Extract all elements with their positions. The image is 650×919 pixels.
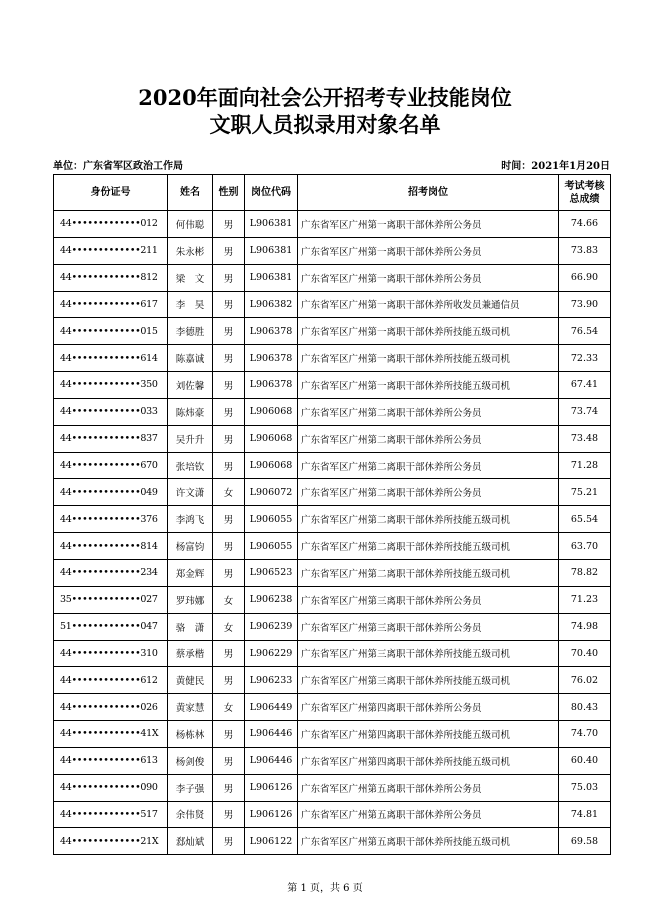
cell-position: 广东省军区广州第二离职干部休养所技能五级司机 bbox=[298, 559, 559, 586]
cell-name: 朱永彬 bbox=[168, 237, 213, 264]
date-label: 时间：2021年1月20日 bbox=[501, 161, 610, 172]
cell-score: 73.48 bbox=[559, 425, 611, 452]
cell-score: 73.83 bbox=[559, 237, 611, 264]
cell-id: 35•••••••••••••027 bbox=[54, 586, 168, 613]
cell-score: 73.90 bbox=[559, 291, 611, 318]
cell-name: 李 昊 bbox=[168, 291, 213, 318]
document-title-line1: 2020年面向社会公开招考专业技能岗位 bbox=[138, 85, 512, 110]
cell-code: L906446 bbox=[245, 747, 298, 774]
cell-code: L906449 bbox=[245, 694, 298, 721]
cell-code: L906072 bbox=[245, 479, 298, 506]
cell-gender: 男 bbox=[213, 667, 245, 694]
cell-position: 广东省军区广州第三离职干部休养所公务员 bbox=[298, 613, 559, 640]
table-row bbox=[54, 506, 611, 533]
cell-name: 罗玮娜 bbox=[168, 586, 213, 613]
cell-position: 广东省军区广州第一离职干部休养所技能五级司机 bbox=[298, 345, 559, 372]
header-id: 身份证号 bbox=[54, 175, 168, 211]
cell-gender: 男 bbox=[213, 211, 245, 238]
cell-id: 44•••••••••••••310 bbox=[54, 640, 168, 667]
cell-code: L906055 bbox=[245, 506, 298, 533]
cell-code: L906378 bbox=[245, 318, 298, 345]
cell-position: 广东省军区广州第四离职干部休养所公务员 bbox=[298, 694, 559, 721]
cell-position: 广东省军区广州第一离职干部休养所公务员 bbox=[298, 264, 559, 291]
cell-score: 69.58 bbox=[559, 828, 611, 855]
cell-id: 44•••••••••••••015 bbox=[54, 318, 168, 345]
cell-id: 44•••••••••••••211 bbox=[54, 237, 168, 264]
table-row bbox=[54, 559, 611, 586]
table-body bbox=[54, 211, 611, 855]
cell-id: 44•••••••••••••670 bbox=[54, 452, 168, 479]
cell-name: 李子强 bbox=[168, 774, 213, 801]
cell-position: 广东省军区广州第一离职干部休养所技能五级司机 bbox=[298, 372, 559, 399]
cell-code: L906055 bbox=[245, 533, 298, 560]
table-row bbox=[54, 237, 611, 264]
cell-gender: 男 bbox=[213, 318, 245, 345]
cell-id: 44•••••••••••••012 bbox=[54, 211, 168, 238]
cell-name: 梁 文 bbox=[168, 264, 213, 291]
cell-name: 杨剑俊 bbox=[168, 747, 213, 774]
cell-position: 广东省军区广州第四离职干部休养所技能五级司机 bbox=[298, 721, 559, 748]
candidate-table bbox=[53, 174, 611, 855]
cell-name: 余伟贤 bbox=[168, 801, 213, 828]
cell-name: 杨栋林 bbox=[168, 721, 213, 748]
table-row bbox=[54, 452, 611, 479]
cell-score: 74.98 bbox=[559, 613, 611, 640]
cell-gender: 男 bbox=[213, 372, 245, 399]
cell-code: L906446 bbox=[245, 721, 298, 748]
cell-id: 44•••••••••••••612 bbox=[54, 667, 168, 694]
cell-position: 广东省军区广州第五离职干部休养所公务员 bbox=[298, 774, 559, 801]
cell-name: 黄家慧 bbox=[168, 694, 213, 721]
cell-code: L906068 bbox=[245, 452, 298, 479]
document-title-line2: 文职人员拟录用对象名单 bbox=[209, 112, 441, 137]
cell-id: 44•••••••••••••517 bbox=[54, 801, 168, 828]
cell-position: 广东省军区广州第五离职干部休养所技能五级司机 bbox=[298, 828, 559, 855]
cell-id: 44•••••••••••••814 bbox=[54, 533, 168, 560]
header-name: 姓名 bbox=[168, 175, 213, 211]
table-row bbox=[54, 801, 611, 828]
cell-code: L906126 bbox=[245, 774, 298, 801]
cell-code: L906068 bbox=[245, 398, 298, 425]
cell-score: 74.70 bbox=[559, 721, 611, 748]
cell-name: 郄灿斌 bbox=[168, 828, 213, 855]
table-row bbox=[54, 586, 611, 613]
cell-name: 黄健民 bbox=[168, 667, 213, 694]
cell-name: 陈炜豪 bbox=[168, 398, 213, 425]
cell-score: 74.81 bbox=[559, 801, 611, 828]
table-row bbox=[54, 721, 611, 748]
cell-position: 广东省军区广州第三离职干部休养所公务员 bbox=[298, 586, 559, 613]
cell-gender: 男 bbox=[213, 774, 245, 801]
cell-gender: 男 bbox=[213, 237, 245, 264]
unit-label: 单位：广东省军区政治工作局 bbox=[53, 161, 183, 172]
table-row bbox=[54, 479, 611, 506]
cell-gender: 女 bbox=[213, 694, 245, 721]
table-row bbox=[54, 774, 611, 801]
cell-score: 63.70 bbox=[559, 533, 611, 560]
cell-gender: 男 bbox=[213, 506, 245, 533]
cell-code: L906381 bbox=[245, 211, 298, 238]
cell-id: 44•••••••••••••41X bbox=[54, 721, 168, 748]
cell-score: 80.43 bbox=[559, 694, 611, 721]
cell-name: 刘佐馨 bbox=[168, 372, 213, 399]
cell-name: 郑金辉 bbox=[168, 559, 213, 586]
table-row bbox=[54, 318, 611, 345]
header-code: 岗位代码 bbox=[245, 175, 298, 211]
cell-score: 74.66 bbox=[559, 211, 611, 238]
cell-code: L906523 bbox=[245, 559, 298, 586]
cell-score: 75.21 bbox=[559, 479, 611, 506]
cell-score: 65.54 bbox=[559, 506, 611, 533]
cell-id: 44•••••••••••••837 bbox=[54, 425, 168, 452]
cell-gender: 男 bbox=[213, 345, 245, 372]
cell-position: 广东省军区广州第二离职干部休养所公务员 bbox=[298, 425, 559, 452]
cell-id: 44•••••••••••••812 bbox=[54, 264, 168, 291]
table-row bbox=[54, 398, 611, 425]
cell-name: 蔡承楷 bbox=[168, 640, 213, 667]
table-row bbox=[54, 694, 611, 721]
cell-name: 李鸿飞 bbox=[168, 506, 213, 533]
cell-id: 44•••••••••••••350 bbox=[54, 372, 168, 399]
table-row bbox=[54, 291, 611, 318]
cell-score: 73.74 bbox=[559, 398, 611, 425]
table-row bbox=[54, 667, 611, 694]
cell-score: 60.40 bbox=[559, 747, 611, 774]
cell-name: 杨富钧 bbox=[168, 533, 213, 560]
cell-name: 何伟聪 bbox=[168, 211, 213, 238]
cell-code: L906378 bbox=[245, 345, 298, 372]
cell-gender: 男 bbox=[213, 398, 245, 425]
cell-name: 陈嘉诚 bbox=[168, 345, 213, 372]
cell-position: 广东省军区广州第二离职干部休养所技能五级司机 bbox=[298, 533, 559, 560]
cell-gender: 男 bbox=[213, 559, 245, 586]
header-score bbox=[559, 175, 611, 211]
cell-id: 44•••••••••••••614 bbox=[54, 345, 168, 372]
cell-gender: 男 bbox=[213, 264, 245, 291]
cell-code: L906238 bbox=[245, 586, 298, 613]
cell-score: 66.90 bbox=[559, 264, 611, 291]
table-row bbox=[54, 828, 611, 855]
cell-gender: 男 bbox=[213, 452, 245, 479]
cell-gender: 女 bbox=[213, 586, 245, 613]
cell-gender: 女 bbox=[213, 479, 245, 506]
cell-id: 44•••••••••••••21X bbox=[54, 828, 168, 855]
cell-code: L906382 bbox=[245, 291, 298, 318]
cell-gender: 男 bbox=[213, 640, 245, 667]
cell-id: 44•••••••••••••033 bbox=[54, 398, 168, 425]
cell-gender: 男 bbox=[213, 747, 245, 774]
cell-gender: 男 bbox=[213, 721, 245, 748]
cell-code: L906378 bbox=[245, 372, 298, 399]
cell-position: 广东省军区广州第二离职干部休养所公务员 bbox=[298, 479, 559, 506]
cell-position: 广东省军区广州第一离职干部休养所技能五级司机 bbox=[298, 318, 559, 345]
cell-code: L906381 bbox=[245, 264, 298, 291]
cell-score: 76.02 bbox=[559, 667, 611, 694]
cell-position: 广东省军区广州第一离职干部休养所公务员 bbox=[298, 211, 559, 238]
table-header-row bbox=[54, 175, 611, 211]
table-row bbox=[54, 640, 611, 667]
header-score-line2: 总成绩 bbox=[569, 193, 600, 205]
table-row bbox=[54, 211, 611, 238]
header-score-line1: 考试考核 bbox=[564, 180, 605, 192]
cell-code: L906381 bbox=[245, 237, 298, 264]
cell-position: 广东省军区广州第三离职干部休养所技能五级司机 bbox=[298, 667, 559, 694]
cell-id: 51•••••••••••••047 bbox=[54, 613, 168, 640]
cell-position: 广东省军区广州第二离职干部休养所公务员 bbox=[298, 398, 559, 425]
table-row bbox=[54, 264, 611, 291]
cell-name: 李德胜 bbox=[168, 318, 213, 345]
cell-code: L906239 bbox=[245, 613, 298, 640]
table-row bbox=[54, 425, 611, 452]
cell-code: L906229 bbox=[245, 640, 298, 667]
table-row bbox=[54, 372, 611, 399]
cell-id: 44•••••••••••••090 bbox=[54, 774, 168, 801]
cell-code: L906122 bbox=[245, 828, 298, 855]
cell-gender: 男 bbox=[213, 801, 245, 828]
table-row bbox=[54, 613, 611, 640]
cell-id: 44•••••••••••••376 bbox=[54, 506, 168, 533]
cell-gender: 男 bbox=[213, 828, 245, 855]
cell-gender: 女 bbox=[213, 613, 245, 640]
cell-name: 骆 潇 bbox=[168, 613, 213, 640]
cell-code: L906233 bbox=[245, 667, 298, 694]
header-position: 招考岗位 bbox=[298, 175, 559, 211]
cell-score: 67.41 bbox=[559, 372, 611, 399]
cell-name: 吴升升 bbox=[168, 425, 213, 452]
table-row bbox=[54, 533, 611, 560]
cell-position: 广东省军区广州第二离职干部休养所技能五级司机 bbox=[298, 506, 559, 533]
cell-score: 78.82 bbox=[559, 559, 611, 586]
cell-score: 70.40 bbox=[559, 640, 611, 667]
cell-id: 44•••••••••••••617 bbox=[54, 291, 168, 318]
page-footer: 第 1 页，共 6 页 bbox=[287, 883, 363, 894]
cell-name: 张培钦 bbox=[168, 452, 213, 479]
cell-id: 44•••••••••••••049 bbox=[54, 479, 168, 506]
cell-score: 76.54 bbox=[559, 318, 611, 345]
cell-gender: 男 bbox=[213, 533, 245, 560]
cell-position: 广东省军区广州第一离职干部休养所收发员兼通信员 bbox=[298, 291, 559, 318]
cell-score: 75.03 bbox=[559, 774, 611, 801]
cell-position: 广东省军区广州第三离职干部休养所技能五级司机 bbox=[298, 640, 559, 667]
table-row bbox=[54, 747, 611, 774]
cell-id: 44•••••••••••••234 bbox=[54, 559, 168, 586]
cell-name: 许文潇 bbox=[168, 479, 213, 506]
cell-position: 广东省军区广州第二离职干部休养所公务员 bbox=[298, 452, 559, 479]
cell-id: 44•••••••••••••026 bbox=[54, 694, 168, 721]
cell-score: 71.28 bbox=[559, 452, 611, 479]
cell-code: L906068 bbox=[245, 425, 298, 452]
cell-gender: 男 bbox=[213, 291, 245, 318]
cell-code: L906126 bbox=[245, 801, 298, 828]
header-gender: 性别 bbox=[213, 175, 245, 211]
cell-gender: 男 bbox=[213, 425, 245, 452]
table-row bbox=[54, 345, 611, 372]
cell-score: 71.23 bbox=[559, 586, 611, 613]
cell-position: 广东省军区广州第五离职干部休养所公务员 bbox=[298, 801, 559, 828]
cell-id: 44•••••••••••••613 bbox=[54, 747, 168, 774]
cell-position: 广东省军区广州第四离职干部休养所技能五级司机 bbox=[298, 747, 559, 774]
cell-score: 72.33 bbox=[559, 345, 611, 372]
cell-position: 广东省军区广州第一离职干部休养所公务员 bbox=[298, 237, 559, 264]
